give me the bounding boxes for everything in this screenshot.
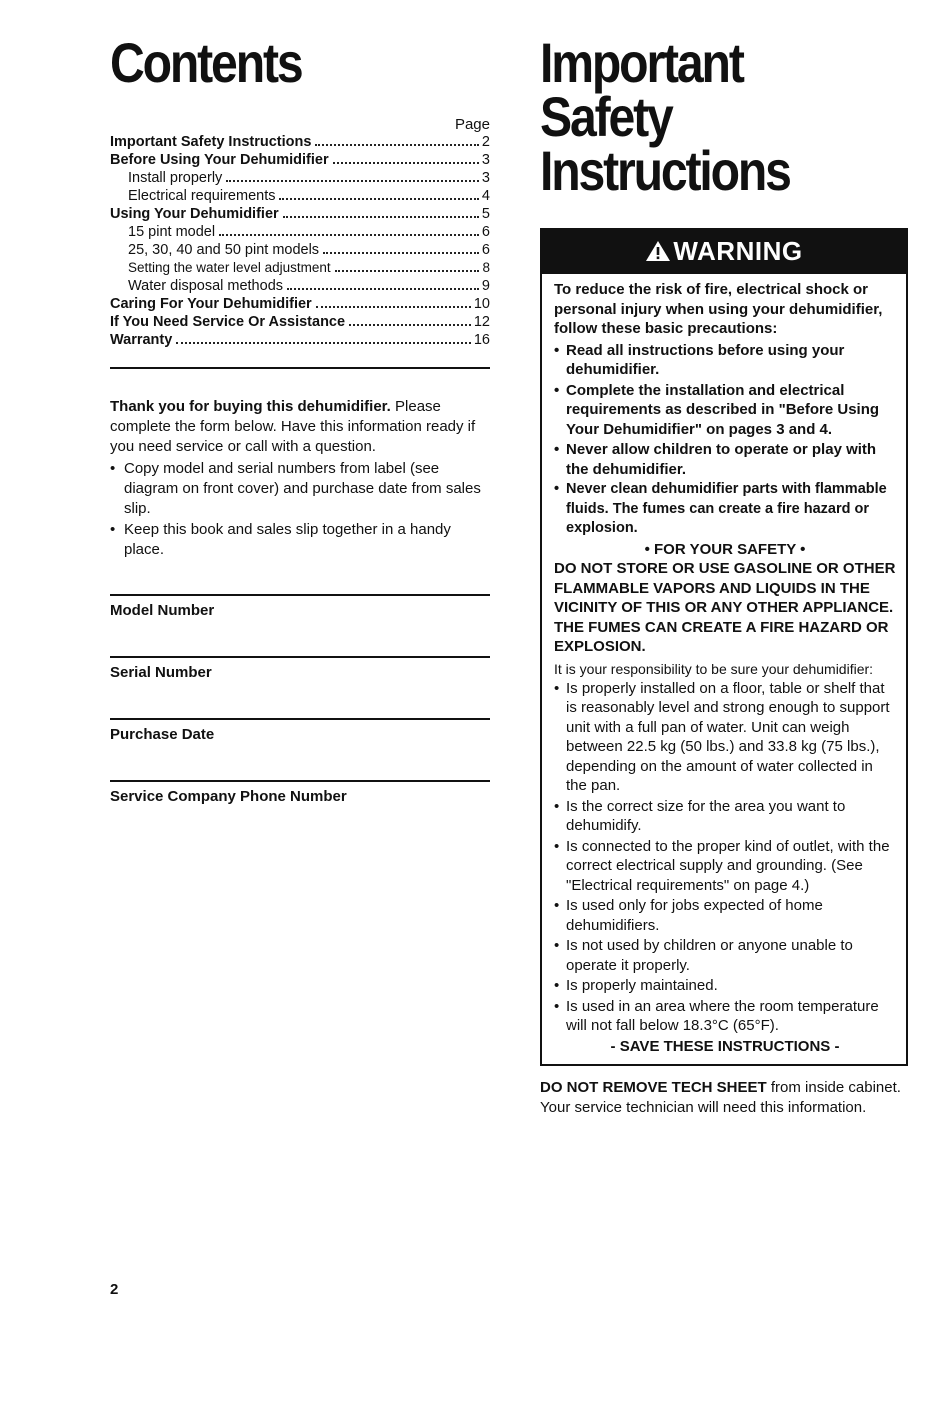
toc-label: Using Your Dehumidifier bbox=[110, 206, 279, 222]
toc-label: Electrical requirements bbox=[128, 188, 276, 204]
toc-entry bbox=[110, 259, 490, 277]
tech-sheet-rest: from inside cabinet. Your service technician will need this information. bbox=[540, 1079, 901, 1116]
toc-leader bbox=[287, 288, 479, 290]
toc-page: 10 bbox=[473, 296, 490, 312]
toc-leader bbox=[316, 306, 471, 308]
list-item: • Complete the installation and electrical requirements as described in "Before Using Your Dehumidifier" on pages 3 and 4. bbox=[554, 381, 896, 440]
toc-page: 6 bbox=[481, 242, 490, 258]
save-instructions: - SAVE THESE INSTRUCTIONS - bbox=[610, 1037, 840, 1055]
toc-page: 8 bbox=[482, 260, 490, 275]
precaution-list bbox=[554, 341, 896, 539]
for-your-safety: • FOR YOUR SAFETY • bbox=[644, 540, 806, 558]
model-number-field bbox=[110, 594, 490, 620]
field-label: Service Company Phone Number bbox=[110, 788, 347, 805]
toc-entry bbox=[110, 133, 490, 151]
toc-page: 16 bbox=[473, 332, 490, 348]
intro-lead: Thank you for buying this dehumidifier. bbox=[110, 398, 391, 415]
warning-body bbox=[542, 274, 906, 1064]
toc-label: 15 pint model bbox=[128, 224, 216, 240]
intro-bullets bbox=[110, 459, 490, 560]
toc-leader bbox=[283, 216, 479, 218]
table-of-contents bbox=[110, 133, 490, 349]
toc-page: 12 bbox=[473, 314, 490, 330]
responsibility-text: It is your responsibility to be sure your dehumidifier: bbox=[554, 660, 874, 677]
toc-entry bbox=[110, 295, 490, 313]
list-item: • Is used in an area where the room temperature will not fall below 18.3°C (65°F). bbox=[554, 997, 896, 1036]
contents-title: Contents bbox=[110, 31, 302, 94]
responsibility-list bbox=[554, 679, 896, 1036]
safety-column bbox=[540, 31, 910, 1118]
toc-page: 5 bbox=[481, 206, 490, 222]
toc-label: Caring For Your Dehumidifier bbox=[110, 296, 312, 312]
list-item: • Never clean dehumidifier parts with flammable fluids. The fumes can create a fire hazard or explosion. bbox=[554, 480, 896, 539]
toc-page: 2 bbox=[481, 134, 490, 150]
warning-triangle-icon bbox=[645, 239, 671, 263]
list-item: • Read all instructions before using your dehumidifier. bbox=[554, 341, 896, 380]
warning-intro: To reduce the risk of fire, electrical shock or personal injury when using your dehumidifier, follow these basic precautions: bbox=[554, 281, 883, 337]
serial-number-field bbox=[110, 656, 490, 682]
fill-line bbox=[110, 780, 490, 782]
toc-entry bbox=[110, 241, 490, 259]
toc-entry bbox=[110, 205, 490, 223]
toc-page-header: Page bbox=[454, 116, 490, 133]
toc-entry bbox=[110, 187, 490, 205]
toc-leader bbox=[226, 180, 479, 182]
toc-page: 4 bbox=[481, 188, 490, 204]
warning-label: WARNING bbox=[673, 236, 803, 266]
toc-label: Water disposal methods bbox=[128, 278, 284, 294]
service-phone-field bbox=[110, 780, 490, 806]
toc-leader bbox=[176, 342, 471, 344]
list-item: • Is properly installed on a floor, table or shelf that is reasonably level and strong enough to support unit with a full pan of water. Unit can weigh between 22.5 kg (50 lbs.) and 33.8 kg (75 lbs.), depending on the amount of water collected in the pan. bbox=[554, 679, 896, 796]
fill-line bbox=[110, 718, 490, 720]
flammable-warning: DO NOT STORE OR USE GASOLINE OR OTHER FLAMMABLE VAPORS AND LIQUIDS IN THE VICINITY OF THIS OR ANY OTHER APPLIANCE. THE FUMES CAN CREATE A FIRE HAZARD OR EXPLOSION. bbox=[554, 560, 896, 655]
list-item: • Is the correct size for the area you want to dehumidify. bbox=[554, 797, 896, 836]
toc-label: If You Need Service Or Assistance bbox=[110, 314, 346, 330]
toc-page: 3 bbox=[481, 152, 490, 168]
warning-box bbox=[540, 228, 908, 1066]
purchase-date-field bbox=[110, 718, 490, 744]
list-item: • Keep this book and sales slip together in a handy place. bbox=[110, 520, 490, 560]
contents-column bbox=[110, 31, 490, 806]
safety-title-line2: Instructions bbox=[540, 139, 790, 202]
field-label: Purchase Date bbox=[110, 726, 215, 743]
toc-leader bbox=[219, 234, 479, 236]
toc-entry bbox=[110, 223, 490, 241]
toc-label: Important Safety Instructions bbox=[110, 134, 312, 150]
fill-line bbox=[110, 656, 490, 658]
toc-leader bbox=[335, 270, 480, 272]
toc-leader bbox=[279, 198, 478, 200]
fill-line bbox=[110, 594, 490, 596]
toc-entry bbox=[110, 313, 490, 331]
list-item: • Is used only for jobs expected of home dehumidifiers. bbox=[554, 896, 896, 935]
divider bbox=[110, 367, 490, 369]
toc-entry bbox=[110, 331, 490, 349]
list-item: • Is not used by children or anyone unable to operate it properly. bbox=[554, 936, 896, 975]
warning-header bbox=[542, 230, 906, 274]
field-label: Serial Number bbox=[110, 664, 212, 681]
toc-page: 6 bbox=[481, 224, 490, 240]
list-item: • Is properly maintained. bbox=[554, 976, 896, 996]
list-item: • Never allow children to operate or play with the dehumidifier. bbox=[554, 440, 896, 479]
toc-leader bbox=[323, 252, 479, 254]
list-item: • Is connected to the proper kind of outlet, with the correct electrical supply and grounding. (See "Electrical requirements" on page 4.) bbox=[554, 837, 896, 896]
toc-label: Before Using Your Dehumidifier bbox=[110, 152, 329, 168]
intro-rest: Please complete the form below. Have this information ready if you need service or call with a question. bbox=[110, 398, 476, 455]
safety-title bbox=[540, 31, 858, 202]
toc-leader bbox=[333, 162, 479, 164]
toc-label: Setting the water level adjustment bbox=[128, 260, 331, 275]
toc-page: 3 bbox=[481, 170, 490, 186]
toc-entry bbox=[110, 277, 490, 295]
toc-label: 25, 30, 40 and 50 pint models bbox=[128, 242, 320, 258]
toc-entry bbox=[110, 151, 490, 169]
toc-page: 9 bbox=[481, 278, 490, 294]
toc-label: Warranty bbox=[110, 332, 173, 348]
toc-leader bbox=[349, 324, 471, 326]
toc-leader bbox=[315, 144, 479, 146]
toc-label: Install properly bbox=[128, 170, 223, 186]
safety-title-line1: Important Safety bbox=[540, 31, 743, 148]
toc-entry bbox=[110, 169, 490, 187]
list-item: • Copy model and serial numbers from label (see diagram on front cover) and purchase date from sales slip. bbox=[110, 459, 490, 519]
tech-sheet-bold: DO NOT REMOVE TECH SHEET bbox=[540, 1079, 767, 1096]
intro-paragraph bbox=[110, 397, 490, 457]
tech-sheet-note bbox=[540, 1078, 910, 1118]
page-number: 2 bbox=[110, 1281, 119, 1298]
field-label: Model Number bbox=[110, 602, 215, 619]
